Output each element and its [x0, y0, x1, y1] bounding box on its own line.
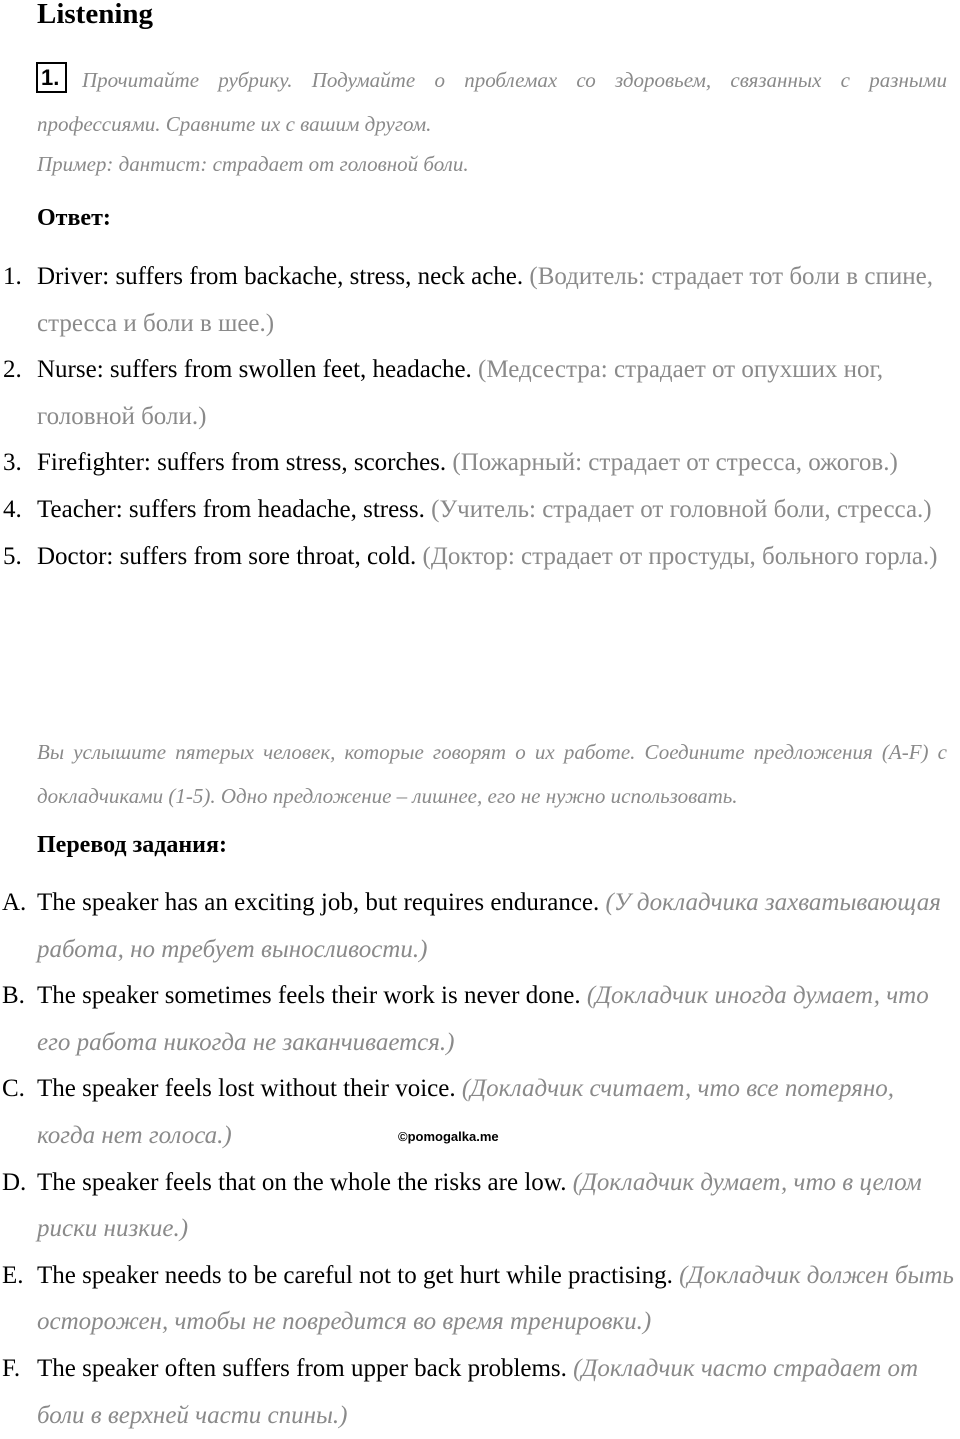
statement-item	[0, 1066, 960, 1159]
page-title: Listening	[37, 0, 154, 30]
answer-english: Nurse: suffers from swollen feet, headache.	[37, 356, 472, 384]
statement-english: The speaker feels that on the whole the risks are low.	[37, 1168, 567, 1196]
statement-list	[0, 880, 960, 1439]
answer-label: Ответ:	[37, 205, 111, 231]
statement-marker: D.	[2, 1168, 27, 1196]
answer-item	[0, 487, 960, 534]
answer-item	[0, 440, 960, 487]
answer-marker: 4.	[3, 495, 22, 523]
answer-russian: (Доктор: страдает от простуды, больного горла.)	[422, 542, 938, 570]
answer-russian: (Водитель: страдает тот боли в спине, стресса и боли в шее.)	[37, 263, 933, 337]
answer-english: Driver: suffers from backache, stress, neck ache.	[37, 263, 524, 290]
answer-marker: 1.	[3, 263, 22, 290]
answer-russian: (Медсестра: страдает от опухших ног, головной боли.)	[37, 356, 884, 430]
statement-english: The speaker has an exciting job, but requires endurance.	[37, 889, 600, 916]
answer-english: Doctor: suffers from sore throat, cold.	[37, 542, 417, 570]
statement-marker: E.	[2, 1261, 24, 1289]
answer-item	[0, 534, 960, 581]
answer-list	[0, 254, 960, 580]
answer-marker: 5.	[3, 542, 22, 570]
statement-item	[0, 1160, 960, 1253]
task-number-badge: 1.	[36, 62, 67, 93]
statement-russian: (Докладчик часто страдает от боли в верхней части спины.)	[37, 1354, 919, 1429]
task2-instruction: Вы услышите пятерых человек, которые говорят о их работе. Соедините предложения (A-F) с докладчиками (1-5). Одно предложение – лишнее, его не нужно использовать.	[37, 740, 947, 808]
statement-english: The speaker needs to be careful not to get hurt while practising.	[37, 1261, 673, 1289]
statement-marker: B.	[2, 982, 25, 1010]
answer-russian: (Учитель: страдает от головной боли, стресса.)	[431, 495, 932, 523]
task-example: Пример: дантист: страдает от головной боли.	[37, 152, 469, 176]
translation-label: Перевод задания:	[37, 832, 227, 858]
task-instruction: Прочитайте рубрику. Подумайте о проблемах со здоровьем, связанных с разными профессиями. Сравните их с вашим другом.	[37, 68, 947, 136]
answer-item	[0, 347, 960, 440]
statement-russian: (Докладчик считает, что все потеряно, когда нет голоса.)	[37, 1075, 894, 1149]
statement-russian: (Докладчик думает, что в целом риски низкие.)	[37, 1168, 922, 1243]
answer-marker: 2.	[3, 356, 22, 384]
statement-item	[0, 1253, 960, 1346]
answer-english: Firefighter: suffers from stress, scorches.	[37, 449, 447, 477]
statement-item	[0, 1346, 960, 1439]
watermark: ©pomogalka.me	[398, 1129, 499, 1144]
statement-item	[0, 973, 960, 1066]
statement-english: The speaker sometimes feels their work is never done.	[37, 982, 581, 1010]
answer-marker: 3.	[3, 449, 22, 477]
statement-english: The speaker feels lost without their voice.	[37, 1075, 456, 1103]
statement-marker: F.	[2, 1354, 21, 1382]
answer-item	[0, 254, 960, 347]
answer-english: Teacher: suffers from headache, stress.	[37, 495, 425, 523]
statement-marker: C.	[2, 1075, 25, 1103]
statement-russian: (Докладчик иногда думает, что его работа никогда не заканчивается.)	[37, 982, 929, 1056]
statement-marker: A.	[2, 889, 27, 916]
statement-russian: (Докладчик должен быть осторожен, чтобы не повредится во время тренировки.)	[37, 1261, 954, 1336]
statement-item	[0, 880, 960, 973]
answer-russian: (Пожарный: страдает от стресса, ожогов.)	[452, 449, 898, 477]
statement-russian: (У докладчика захватывающая работа, но требует выносливости.)	[37, 889, 941, 963]
statement-english: The speaker often suffers from upper back problems.	[37, 1354, 567, 1382]
